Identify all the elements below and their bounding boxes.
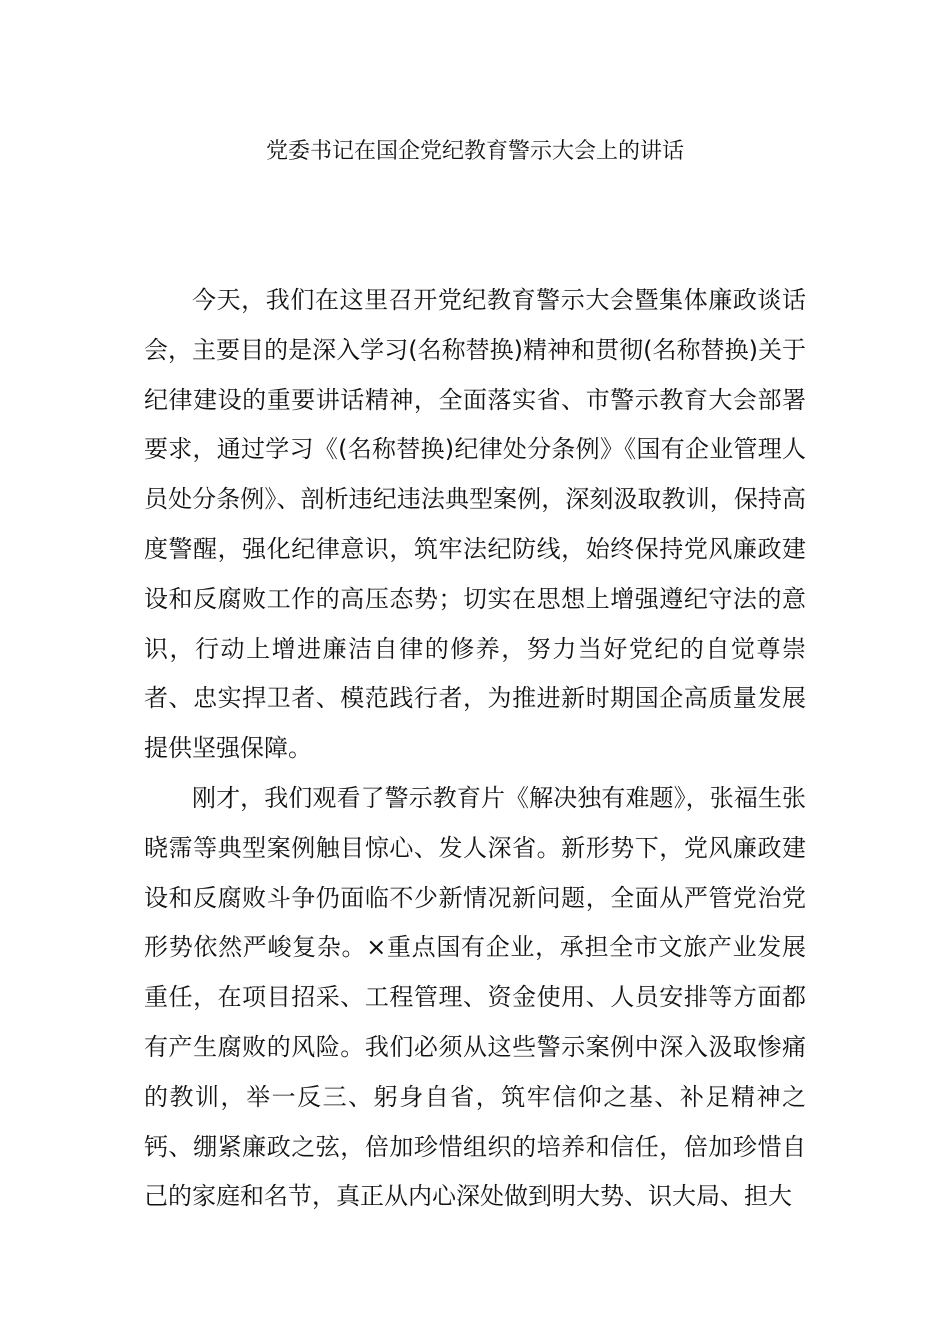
document-body xyxy=(144,276,806,1222)
document-title: 党委书记在国企党纪教育警示大会上的讲话 xyxy=(265,139,684,164)
paragraph-1: 今天，我们在这里召开党纪教育警示大会暨集体廉政谈话会，主要目的是深入学习(名称替换)精神和贯彻(名称替换)关于纪律建设的重要讲话精神，全面落实省、市警示教育大会部署要求，通过学习《(名称替换)纪律处分条例》《国有企业管理人员处分条例》、剖析违纪违法典型案例，深刻汲取教训，保持高度警醒，强化纪律意识，筑牢法纪防线，始终保持党风廉政建设和反腐败工作的高压态势；切实在思想上增强遵纪守法的意识，行动上增进廉洁自律的修养，努力当好党纪的自觉尊崇者、忠实捍卫者、模范践行者，为推进新时期国企高质量发展提供坚强保障。 xyxy=(144,286,806,763)
paragraph-2: 刚才，我们观看了警示教育片《解决独有难题》，张福生张晓霈等典型案例触目惊心、发人深省。新形势下，党风廉政建设和反腐败斗争仍面临不少新情况新问题，全面从严管党治党形势依然严峻复杂。×重点国有企业，承担全市文旅产业发展重任，在项目招采、工程管理、资金使用、人员安排等方面都有产生腐败的风险。我们必须从这些警示案例中深入汲取惨痛的教训，举一反三、躬身自省，筑牢信仰之基、补足精神之钙、绷紧廉政之弦，倍加珍惜组织的培养和信任，倍加珍惜自己的家庭和名节，真正从内心深处做到明大势、识大局、担大 xyxy=(144,783,806,1211)
